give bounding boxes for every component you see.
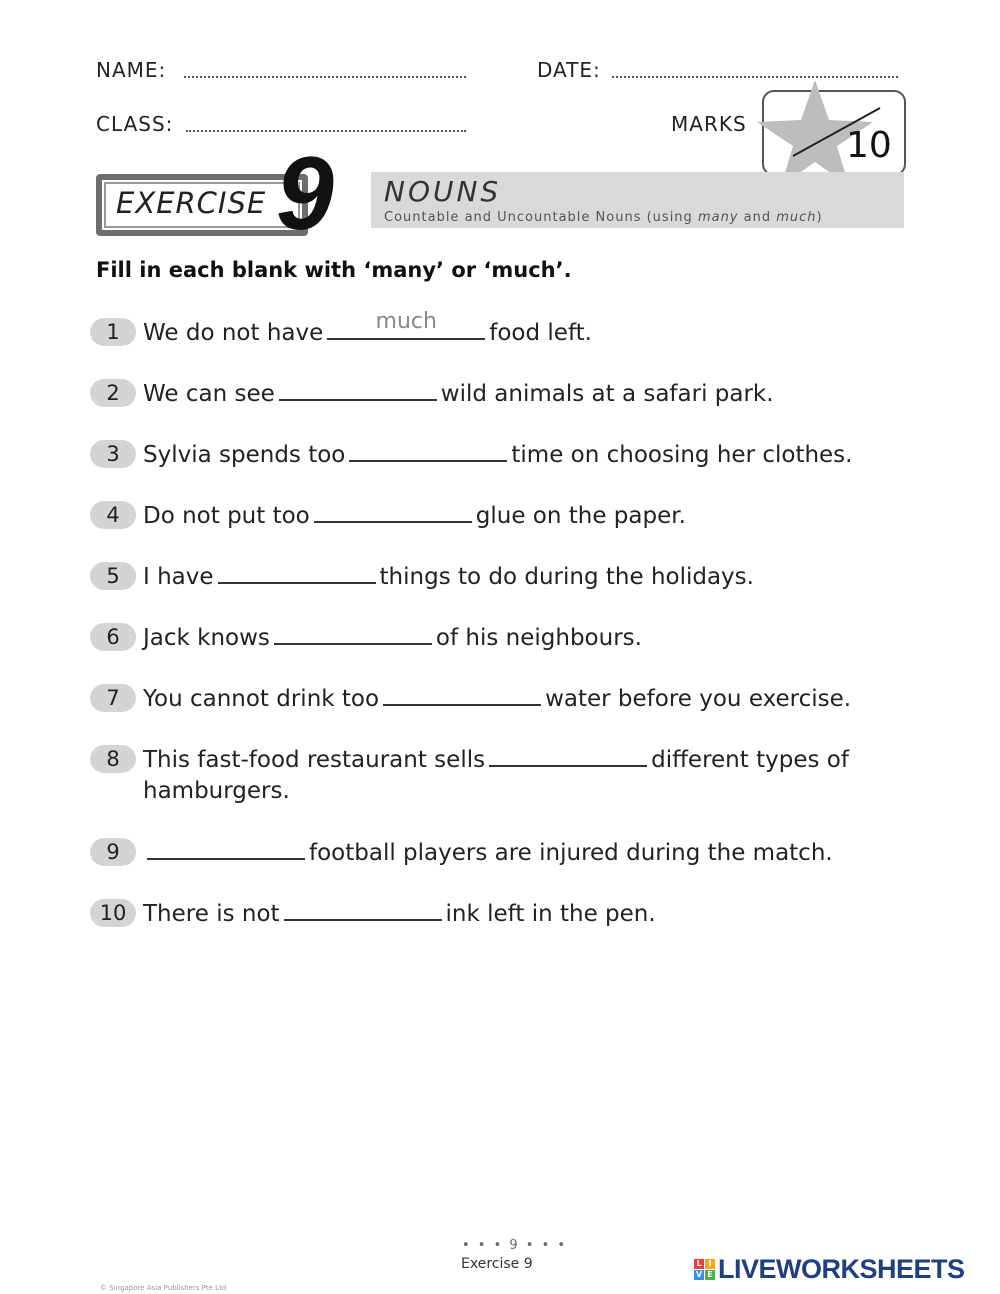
answer-text: much [375,309,437,334]
question-number: 2 [90,379,136,407]
question-before: Sylvia spends too [143,442,346,468]
answer-blank[interactable] [327,309,485,340]
question-number: 4 [90,501,136,529]
answer-blank[interactable] [284,897,442,921]
question-after: different types of hamburgers. [143,747,849,804]
answer-blank[interactable] [274,621,432,645]
question-before: This fast-food restaurant sells [143,747,486,773]
question-after: water before you exercise. [545,686,852,712]
question-after: football players are injured during the match. [309,840,833,866]
footer-exercise-label: Exercise 9 [461,1256,533,1272]
question-number: 3 [90,440,136,468]
question-before: I have [143,564,214,590]
question-text [143,621,913,654]
question-text [143,560,913,593]
question-text [143,897,913,930]
marks-total: 10 [846,125,892,166]
question-text [143,309,913,349]
liveworksheets-logo[interactable] [694,1254,965,1285]
question-number: 1 [90,318,136,346]
answer-blank[interactable] [218,560,376,584]
question-after: wild animals at a safari park. [440,381,774,407]
marks-label: MARKS [671,112,747,136]
question-after: glue on the paper. [475,503,686,529]
instruction: Fill in each blank with ‘many’ or ‘much’. [96,258,572,282]
class-label: CLASS: [96,112,174,136]
question-text [143,743,913,807]
logo-grid-icon [694,1259,715,1280]
answer-blank[interactable] [147,836,305,860]
question-text [143,438,913,471]
exercise-number: 9 [276,136,334,252]
logo-letter: L [694,1259,704,1269]
question-text [143,682,913,715]
name-field[interactable] [184,62,466,82]
question-before: There is not [143,901,280,927]
page-number: • • • 9 • • • [462,1238,568,1253]
question-before: Do not put too [143,503,310,529]
answer-blank[interactable] [489,743,647,767]
question-text [143,836,913,869]
question-text [143,499,913,532]
class-field[interactable] [186,116,466,136]
topic-title: NOUNS [384,175,502,208]
question-after: food left. [489,320,592,346]
exercise-label: EXERCISE [116,186,267,220]
brand-text: LIVEWORKSHEETS [718,1254,965,1284]
question-after: of his neighbours. [435,625,642,651]
question-number: 8 [90,745,136,773]
logo-letter: V [695,1270,703,1279]
answer-blank[interactable] [314,499,472,523]
name-label: NAME: [96,58,167,82]
answer-blank[interactable] [383,682,541,706]
question-before: Jack knows [143,625,270,651]
question-after: time on choosing her clothes. [511,442,853,468]
question-number: 10 [90,899,136,927]
question-after: things to do during the holidays. [379,564,754,590]
answer-blank[interactable] [349,438,507,462]
logo-letter: I [705,1259,715,1269]
question-after: ink left in the pen. [445,901,656,927]
copyright: © Singapore Asia Publishers Pte Ltd [100,1284,227,1292]
question-number: 7 [90,684,136,712]
question-text [143,377,913,410]
date-label: DATE: [537,58,601,82]
question-before: You cannot drink too [143,686,380,712]
question-before: We do not have [143,320,324,346]
logo-letter: E [705,1270,715,1280]
question-number: 9 [90,838,136,866]
question-number: 6 [90,623,136,651]
question-before: We can see [143,381,275,407]
question-number: 5 [90,562,136,590]
topic-subtitle: Countable and Uncountable Nouns (using many and much) [384,210,823,225]
answer-blank[interactable] [279,377,437,401]
